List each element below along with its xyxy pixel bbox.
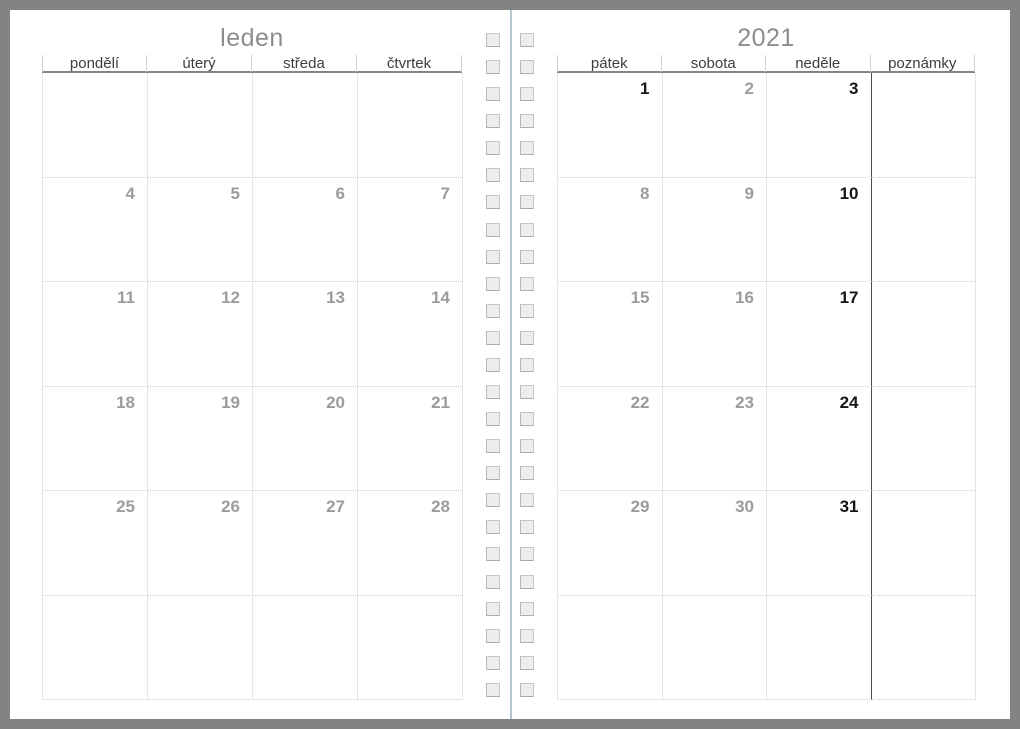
binding-checkbox[interactable] (486, 466, 500, 480)
binding-checkbox-column-right (520, 33, 534, 697)
binding-checkbox[interactable] (520, 439, 534, 453)
date-number: 20 (326, 392, 345, 412)
binding-checkbox[interactable] (520, 466, 534, 480)
date-cell[interactable] (358, 73, 463, 178)
date-cell[interactable] (558, 282, 663, 387)
notes-cell[interactable] (872, 178, 977, 283)
date-number: 1 (640, 79, 650, 98)
binding-checkbox[interactable] (520, 114, 534, 128)
binding-checkbox[interactable] (486, 60, 500, 74)
date-number: 3 (849, 79, 859, 98)
binding-checkbox[interactable] (520, 358, 534, 372)
binding-checkbox[interactable] (486, 385, 500, 399)
column-header: středa (251, 55, 357, 72)
date-cell[interactable] (43, 73, 148, 178)
date-number: 13 (326, 288, 345, 307)
binding-checkbox[interactable] (520, 385, 534, 399)
date-cell[interactable] (358, 596, 463, 701)
column-header: neděle (765, 55, 871, 72)
date-number: 26 (221, 497, 240, 516)
date-number: 24 (839, 392, 859, 412)
weekday-header-row-right (557, 55, 975, 73)
date-cell[interactable] (253, 596, 358, 701)
binding-checkbox[interactable] (520, 33, 534, 47)
date-cell[interactable] (663, 178, 768, 283)
binding-checkbox[interactable] (520, 168, 534, 182)
date-cell[interactable] (767, 73, 872, 178)
binding-checkbox[interactable] (520, 277, 534, 291)
date-cell[interactable] (767, 282, 872, 387)
date-cell[interactable] (43, 282, 148, 387)
date-cell[interactable] (663, 282, 768, 387)
date-cell[interactable] (358, 387, 463, 492)
date-cell[interactable] (558, 596, 663, 701)
date-cell[interactable] (253, 282, 358, 387)
date-number: 2 (744, 79, 754, 98)
date-number: 7 (440, 183, 450, 203)
binding-divider-line (510, 10, 512, 719)
date-cell[interactable] (767, 178, 872, 283)
date-number: 25 (116, 497, 135, 516)
date-cell[interactable] (767, 491, 872, 596)
year-title: 2021 (737, 24, 795, 52)
date-cell[interactable] (253, 178, 358, 283)
notes-cell[interactable] (872, 387, 977, 492)
binding-checkbox[interactable] (486, 602, 500, 616)
binding-checkbox[interactable] (486, 412, 500, 426)
column-header: úterý (146, 55, 252, 72)
calendar-grid-right (557, 73, 976, 700)
binding-checkbox[interactable] (520, 520, 534, 534)
binding-checkbox[interactable] (520, 195, 534, 209)
binding-checkbox[interactable] (486, 547, 500, 561)
date-cell[interactable] (253, 491, 358, 596)
date-cell[interactable] (253, 387, 358, 492)
binding-checkbox[interactable] (486, 683, 500, 697)
date-cell[interactable] (148, 387, 253, 492)
binding-checkbox[interactable] (520, 141, 534, 155)
date-cell[interactable] (148, 282, 253, 387)
binding-checkbox[interactable] (520, 575, 534, 589)
date-number: 6 (335, 183, 345, 203)
date-number: 14 (431, 288, 450, 307)
notes-cell[interactable] (872, 596, 977, 701)
binding-checkbox[interactable] (486, 493, 500, 507)
date-cell[interactable] (148, 596, 253, 701)
binding-checkbox[interactable] (520, 493, 534, 507)
date-number: 4 (125, 183, 135, 203)
date-cell[interactable] (767, 387, 872, 492)
date-number: 10 (839, 183, 859, 203)
date-cell[interactable] (43, 491, 148, 596)
binding-checkbox[interactable] (520, 331, 534, 345)
binding-checkbox[interactable] (486, 141, 500, 155)
date-number: 8 (640, 183, 650, 203)
binding-checkbox[interactable] (486, 439, 500, 453)
calendar-grid-left (42, 73, 463, 700)
binding-checkbox[interactable] (486, 250, 500, 264)
binding-checkbox[interactable] (486, 223, 500, 237)
binding-checkbox[interactable] (486, 168, 500, 182)
weekday-header-row-left (42, 55, 462, 73)
binding-checkbox[interactable] (520, 602, 534, 616)
binding-checkbox[interactable] (520, 250, 534, 264)
date-number: 12 (221, 288, 240, 307)
date-cell[interactable] (43, 596, 148, 701)
binding-checkbox[interactable] (520, 547, 534, 561)
binding-checkbox[interactable] (486, 656, 500, 670)
binding-checkbox[interactable] (520, 60, 534, 74)
binding-checkbox[interactable] (486, 33, 500, 47)
date-cell[interactable] (558, 178, 663, 283)
date-cell[interactable] (253, 73, 358, 178)
date-number: 11 (117, 288, 135, 307)
date-cell[interactable] (148, 73, 253, 178)
date-cell[interactable] (43, 387, 148, 492)
date-cell[interactable] (663, 387, 768, 492)
binding-checkbox[interactable] (486, 114, 500, 128)
column-header: čtvrtek (356, 55, 462, 72)
binding-checkbox[interactable] (520, 412, 534, 426)
date-cell[interactable] (148, 491, 253, 596)
date-number: 29 (630, 497, 650, 516)
date-number: 16 (735, 288, 754, 307)
binding-checkbox-column-left (486, 33, 500, 697)
date-cell[interactable] (43, 178, 148, 283)
binding-checkbox[interactable] (520, 304, 534, 318)
binding-checkbox[interactable] (520, 223, 534, 237)
date-number: 31 (839, 497, 859, 516)
date-number: 22 (630, 392, 650, 412)
date-number: 17 (839, 288, 859, 307)
binding-checkbox[interactable] (520, 629, 534, 643)
date-cell[interactable] (767, 596, 872, 701)
column-header: pátek (557, 55, 662, 72)
binding-checkbox[interactable] (486, 195, 500, 209)
binding-checkbox[interactable] (520, 683, 534, 697)
notes-cell[interactable] (872, 491, 977, 596)
date-number: 21 (431, 392, 450, 412)
date-number: 27 (326, 497, 345, 516)
month-title: leden (220, 24, 284, 52)
binding-checkbox[interactable] (486, 331, 500, 345)
binding-checkbox[interactable] (486, 629, 500, 643)
binding-checkbox[interactable] (486, 87, 500, 101)
date-cell[interactable] (358, 282, 463, 387)
binding-checkbox[interactable] (520, 656, 534, 670)
date-number: 18 (116, 392, 135, 412)
date-number: 19 (221, 392, 240, 412)
date-cell[interactable] (558, 73, 663, 178)
date-cell[interactable] (558, 491, 663, 596)
binding-checkbox[interactable] (486, 575, 500, 589)
date-cell[interactable] (358, 178, 463, 283)
notes-cell[interactable] (872, 282, 977, 387)
date-cell[interactable] (358, 491, 463, 596)
binding-checkbox[interactable] (486, 520, 500, 534)
date-cell[interactable] (148, 178, 253, 283)
column-header: sobota (661, 55, 767, 72)
date-number: 28 (431, 497, 450, 516)
date-cell[interactable] (558, 387, 663, 492)
date-number: 15 (630, 288, 650, 307)
date-cell[interactable] (663, 491, 768, 596)
notes-cell[interactable] (872, 73, 977, 178)
binding-checkbox[interactable] (486, 304, 500, 318)
date-number: 23 (735, 392, 754, 412)
binding-checkbox[interactable] (520, 87, 534, 101)
date-cell[interactable] (663, 596, 768, 701)
date-cell[interactable] (663, 73, 768, 178)
column-header: pondělí (42, 55, 147, 72)
date-number: 9 (744, 183, 754, 203)
binding-checkbox[interactable] (486, 358, 500, 372)
date-number: 30 (735, 497, 754, 516)
planner-sheet (10, 10, 1010, 719)
date-number: 5 (230, 183, 240, 203)
column-header: poznámky (870, 55, 976, 72)
binding-checkbox[interactable] (486, 277, 500, 291)
